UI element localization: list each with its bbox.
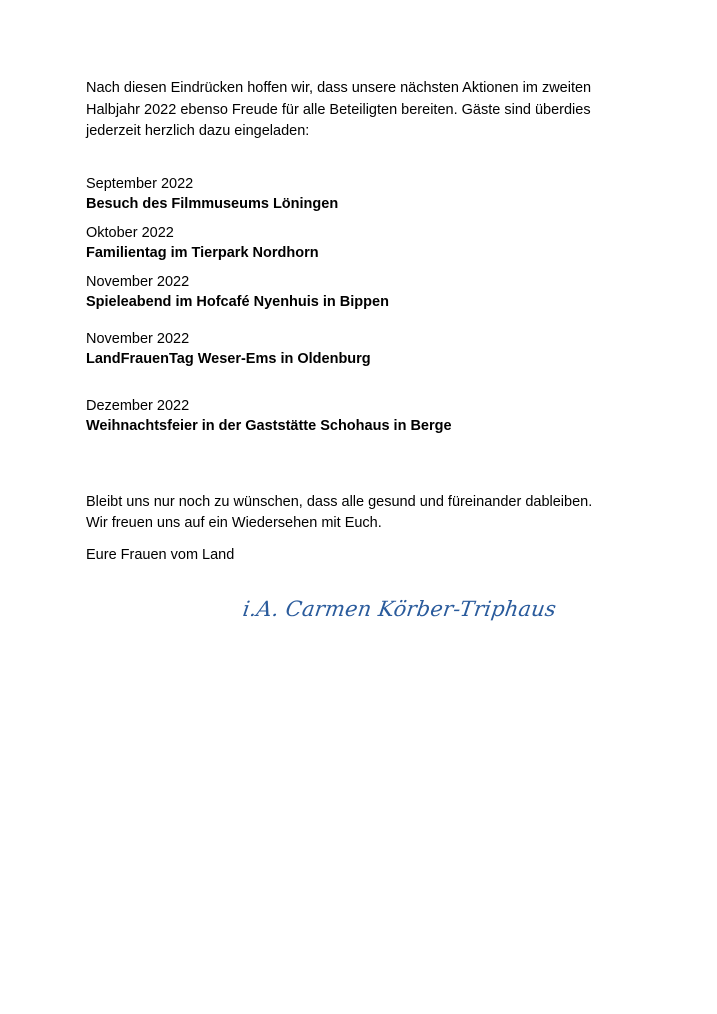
event-item [86,396,646,436]
event-title: Weihnachtsfeier in der Gaststätte Schohaus in Berge [86,417,452,434]
event-date: September 2022 [86,175,194,192]
event-item [86,329,646,369]
intro-paragraph: Nach diesen Eindrücken hoffen wir, dass unsere nächsten Aktionen im zweiten Halbjahr 2022 ebenso Freude für alle Beteiligten bereiten. Gäste sind überdies jederzeit herzlich dazu eingeladen: [86,80,592,139]
event-date: Oktober 2022 [86,224,174,241]
signature: i.A. Carmen Körber-Triphaus [241,597,558,621]
event-date: November 2022 [86,330,190,347]
event-item [86,272,646,312]
closing-line: Bleibt uns nur noch zu wünschen, dass alle gesund und füreinander dableiben. [86,493,593,510]
event-title: Besuch des Filmmuseums Löningen [86,195,339,212]
letter-body [86,78,646,566]
event-title: Spieleabend im Hofcafé Nyenhuis in Bippen [86,293,389,310]
event-title: Familientag im Tierpark Nordhorn [86,244,319,261]
event-item [86,223,646,263]
closing-line: Wir freuen uns auf ein Wiedersehen mit Euch. [86,515,382,531]
event-date: Dezember 2022 [86,397,190,414]
event-item [86,174,646,214]
event-date: November 2022 [86,273,190,290]
closing-regards: Eure Frauen vom Land [86,546,235,563]
event-title: LandFrauenTag Weser-Ems in Oldenburg [86,350,371,367]
